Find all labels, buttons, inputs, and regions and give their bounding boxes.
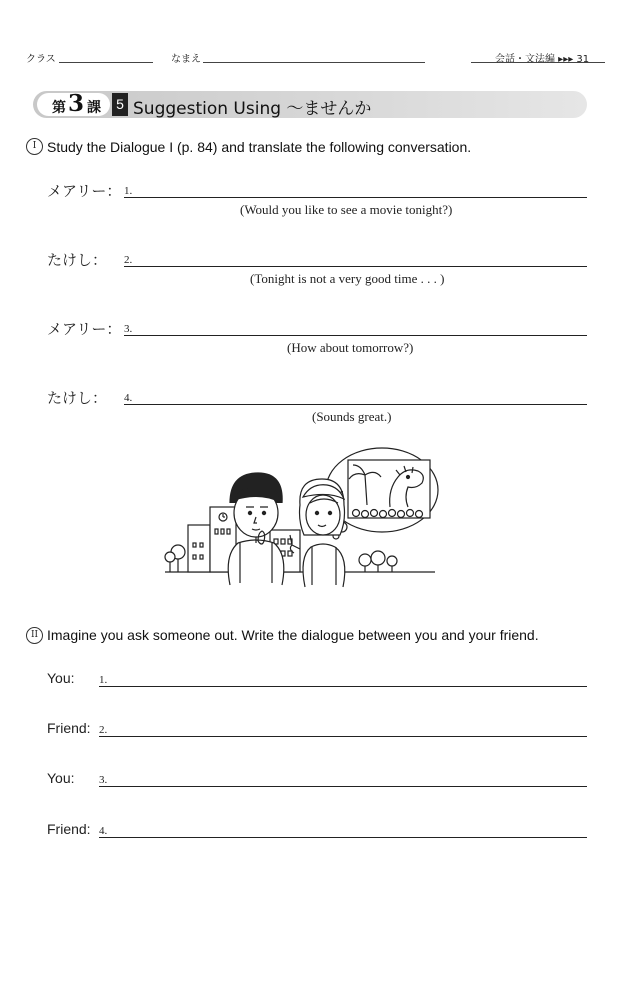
name-label: なまえ [171, 54, 201, 65]
answer-line[interactable] [99, 736, 587, 737]
part2-roman-badge: II [26, 627, 43, 644]
conversation-illustration [160, 445, 445, 590]
lesson-prefix: 第 [52, 100, 66, 116]
name-field[interactable] [203, 62, 425, 63]
class-label: クラス [26, 54, 56, 65]
answer-line[interactable] [124, 266, 587, 267]
svg-text:": " [340, 490, 344, 499]
part2-instruction: Imagine you ask someone out. Write the dialogue between you and your friend. [47, 627, 539, 643]
line-number: 2. [124, 254, 133, 266]
class-field[interactable] [59, 62, 153, 63]
translation-hint: (Sounds great.) [312, 409, 392, 424]
line-number: 1. [124, 185, 133, 197]
speaker-label: Friend: [47, 821, 91, 837]
lesson-number: 3 [68, 90, 85, 117]
answer-line[interactable] [99, 786, 587, 787]
answer-line[interactable] [99, 686, 587, 687]
section-number: 5 [112, 93, 128, 116]
answer-line[interactable] [124, 197, 587, 198]
speaker-label: メアリー： [47, 182, 122, 200]
part1-roman-badge: I [26, 138, 43, 155]
translation-hint: (How about tomorrow?) [287, 340, 414, 355]
header-rule [471, 62, 605, 63]
answer-line[interactable] [124, 335, 587, 336]
translation-hint: (Tonight is not a very good time . . . ) [250, 271, 445, 286]
speaker-label: You: [47, 770, 75, 786]
line-number: 3. [124, 323, 133, 335]
line-number: 4. [99, 825, 108, 837]
line-number: 3. [99, 774, 108, 786]
part1-instruction: Study the Dialogue I (p. 84) and translate the following conversation. [47, 139, 472, 155]
speaker-label: メアリー： [47, 320, 122, 338]
lesson-badge [37, 90, 110, 117]
page-reference: 会話・文法編 ▸▸▸ 31 [495, 54, 590, 65]
speaker-label: たけし： [47, 389, 108, 407]
speaker-label: You: [47, 670, 75, 686]
speaker-label: たけし： [47, 251, 108, 269]
lesson-suffix: 課 [87, 100, 101, 116]
line-number: 4. [124, 392, 133, 404]
answer-line[interactable] [124, 404, 587, 405]
section-title: Suggestion Using 〜ませんか [133, 99, 372, 119]
speaker-label: Friend: [47, 720, 91, 736]
answer-line[interactable] [99, 837, 587, 838]
translation-hint: (Would you like to see a movie tonight?) [240, 202, 453, 217]
line-number: 2. [99, 724, 108, 736]
line-number: 1. [99, 674, 108, 686]
